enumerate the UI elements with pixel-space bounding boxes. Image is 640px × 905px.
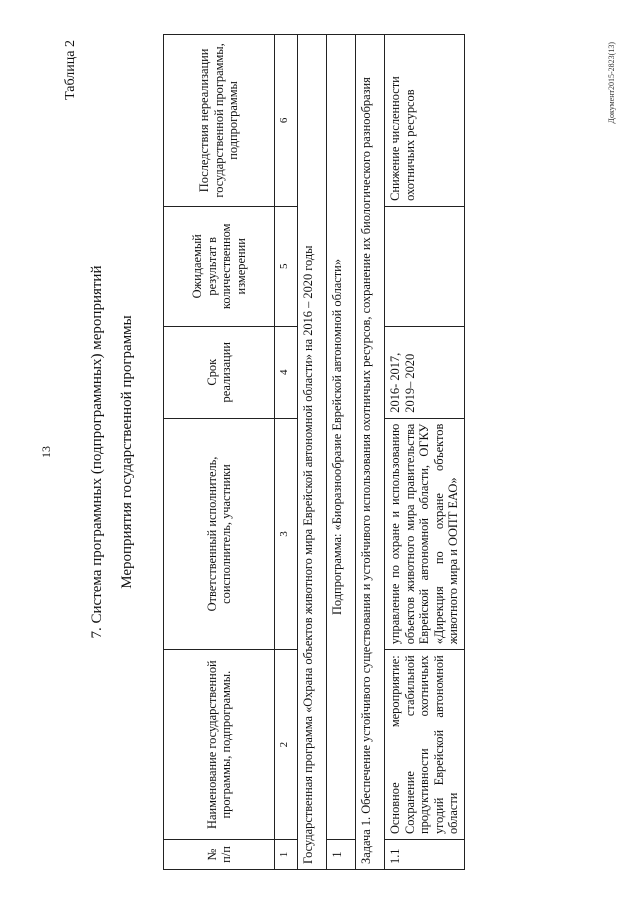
table-subtitle: Мероприятия государственной программы [119,315,135,589]
task-title: Задача 1. Обеспечение устойчивого существования и устойчивого использования охотничьих ресурсов, сохранение их биологического разнообразия [356,35,385,870]
measure-consequence: Снижение численности охотничьих ресурсов [385,35,465,207]
header-executor: Ответственный исполнитель, соисполнитель, участники [164,418,275,650]
col-number: 5 [275,206,298,326]
col-number: 1 [275,840,298,870]
header-row [164,35,275,870]
measure-executor: управление по охране и использованию объектов животного мира правительства Еврейской автономной области, ОГКУ «Дирекция по охране объектов животного мира и ООПТ ЕАО» [385,418,465,650]
measures-table [163,34,465,870]
subprogram-num: 1 [327,840,356,870]
header-name: Наименование государственной программы, подпрограммы. [164,650,275,840]
header-term: Срок реализации [164,326,275,418]
document-id: Документ2015-2823(13) [607,42,616,124]
header-result: Ожидаемый результат в количественном измерении [164,206,275,326]
measure-row [385,35,465,870]
page-number: 13 [39,446,53,458]
measure-name: Основное мероприятие: Сохранение стабильной продуктивности охотничьих угодий Еврейской автономной области [385,650,465,840]
rotated-page [15,12,625,892]
subprogram-row [327,35,356,870]
task-row [356,35,385,870]
col-number: 4 [275,326,298,418]
measure-result [385,206,465,326]
section-title: 7. Система программных (подпрограммных) мероприятий [89,265,105,639]
program-row [298,35,327,870]
program-title: Государственная программа «Охрана объектов животного мира Еврейской автономной области» на 2016 – 2020 годы [298,35,327,870]
table-number: Таблица 2 [63,40,78,100]
subprogram-title: Подпрограмма: «Биоразнообразие Еврейской автономной области» [327,35,356,840]
measure-term: 2016- 2017, 2019– 2020 [385,326,465,418]
col-number: 6 [275,35,298,207]
header-consequence: Последствия нереализации государственной программы, подпрограммы [164,35,275,207]
header-num: № п/п [164,840,275,870]
col-number: 2 [275,650,298,840]
col-number: 3 [275,418,298,650]
measure-num: 1.1 [385,840,465,870]
column-number-row [275,35,298,870]
